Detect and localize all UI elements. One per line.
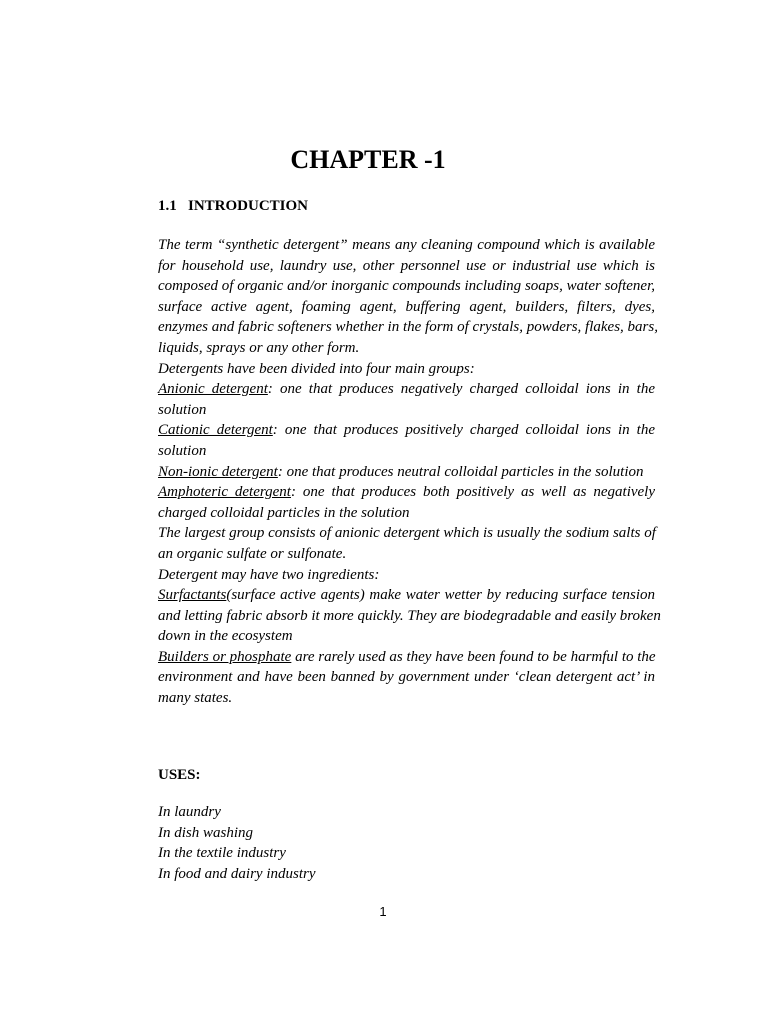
paragraph-line (158, 585, 655, 606)
paragraph-line: surface active agent, foaming agent, buffering agent, builders, filters, dyes, (158, 298, 655, 315)
group-non-ionic (158, 462, 655, 483)
ingredient-description: are rarely used as they have been found to be harmful to the (291, 648, 656, 665)
paragraph-line: composed of organic and/or inorganic compounds including soaps, water softener, (158, 278, 655, 295)
surfactants-paragraph (158, 585, 661, 647)
paragraph-line: many states. (158, 690, 233, 707)
list-item: In laundry (158, 804, 221, 820)
page-number (0, 904, 768, 920)
group-line (158, 379, 655, 400)
ingredients-intro: Detergent may have two ingredients: (158, 566, 380, 583)
paragraph-line: environment and have been banned by government under ‘clean detergent act’ in (158, 669, 655, 686)
definition-paragraph (158, 235, 658, 359)
group-term: Anionic detergent (158, 381, 268, 398)
groups-intro: Detergents have been divided into four main groups: (158, 360, 475, 377)
page-number-text: 1 (379, 904, 387, 919)
group-line (158, 420, 655, 441)
group-description: : one that produces neutral colloidal particles in the solution (277, 463, 644, 480)
largest-group-paragraph (158, 523, 655, 564)
paragraph-line: for household use, laundry use, other personnel use or industrial use which is (158, 257, 655, 274)
ingredient-description: (surface active agents) make water wetter by reducing surface tension (226, 587, 655, 604)
list-item: In the textile industry (158, 845, 286, 862)
ingredient-term: Surfactants (158, 587, 227, 604)
paragraph-line: an organic sulfate or sulfonate. (158, 545, 347, 562)
group-cationic (158, 420, 655, 461)
group-term: Cationic detergent (158, 422, 273, 439)
paragraph-line: The largest group consists of anionic detergent which is usually the sodium salts of (158, 525, 656, 542)
group-anionic (158, 379, 655, 420)
group-amphoteric (158, 482, 655, 523)
list-item: In food and dairy industry (158, 865, 316, 882)
paragraph-line: liquids, sprays or any other form. (158, 339, 360, 356)
paragraph-line: The term “synthetic detergent” means any cleaning compound which is available (158, 237, 655, 253)
group-term: Amphoteric detergent (158, 484, 291, 501)
group-term: Non-ionic detergent (158, 463, 278, 480)
group-description: : one that produces negatively charged colloidal ions in the (267, 381, 655, 398)
group-line: solution (158, 442, 207, 459)
paragraph-line: down in the ecosystem (158, 628, 293, 645)
paragraph-line (158, 647, 655, 668)
ingredient-term: Builders or phosphate (158, 648, 292, 665)
list-item: In dish washing (158, 824, 254, 841)
group-line (158, 482, 655, 503)
section-title: INTRODUCTION (188, 198, 309, 214)
chapter-title: CHAPTER -1 (290, 145, 446, 174)
builders-paragraph (158, 647, 655, 709)
group-line (158, 462, 655, 483)
group-description: : one that produces both positively as well as negatively (290, 484, 656, 501)
group-line: solution (158, 401, 207, 418)
section-number: 1.1 (158, 198, 177, 214)
introduction-body (158, 235, 661, 709)
uses-heading: USES: (158, 767, 201, 783)
uses-list (158, 802, 316, 884)
group-line: charged colloidal particles in the solution (158, 504, 410, 521)
group-description: : one that produces positively charged colloidal ions in the (272, 422, 655, 439)
paragraph-line: enzymes and fabric softeners whether in the form of crystals, powders, flakes, bars, (158, 319, 658, 336)
section-heading (158, 196, 308, 216)
paragraph-line: and letting fabric absorb it more quickly. They are biodegradable and easily broken (158, 607, 661, 624)
